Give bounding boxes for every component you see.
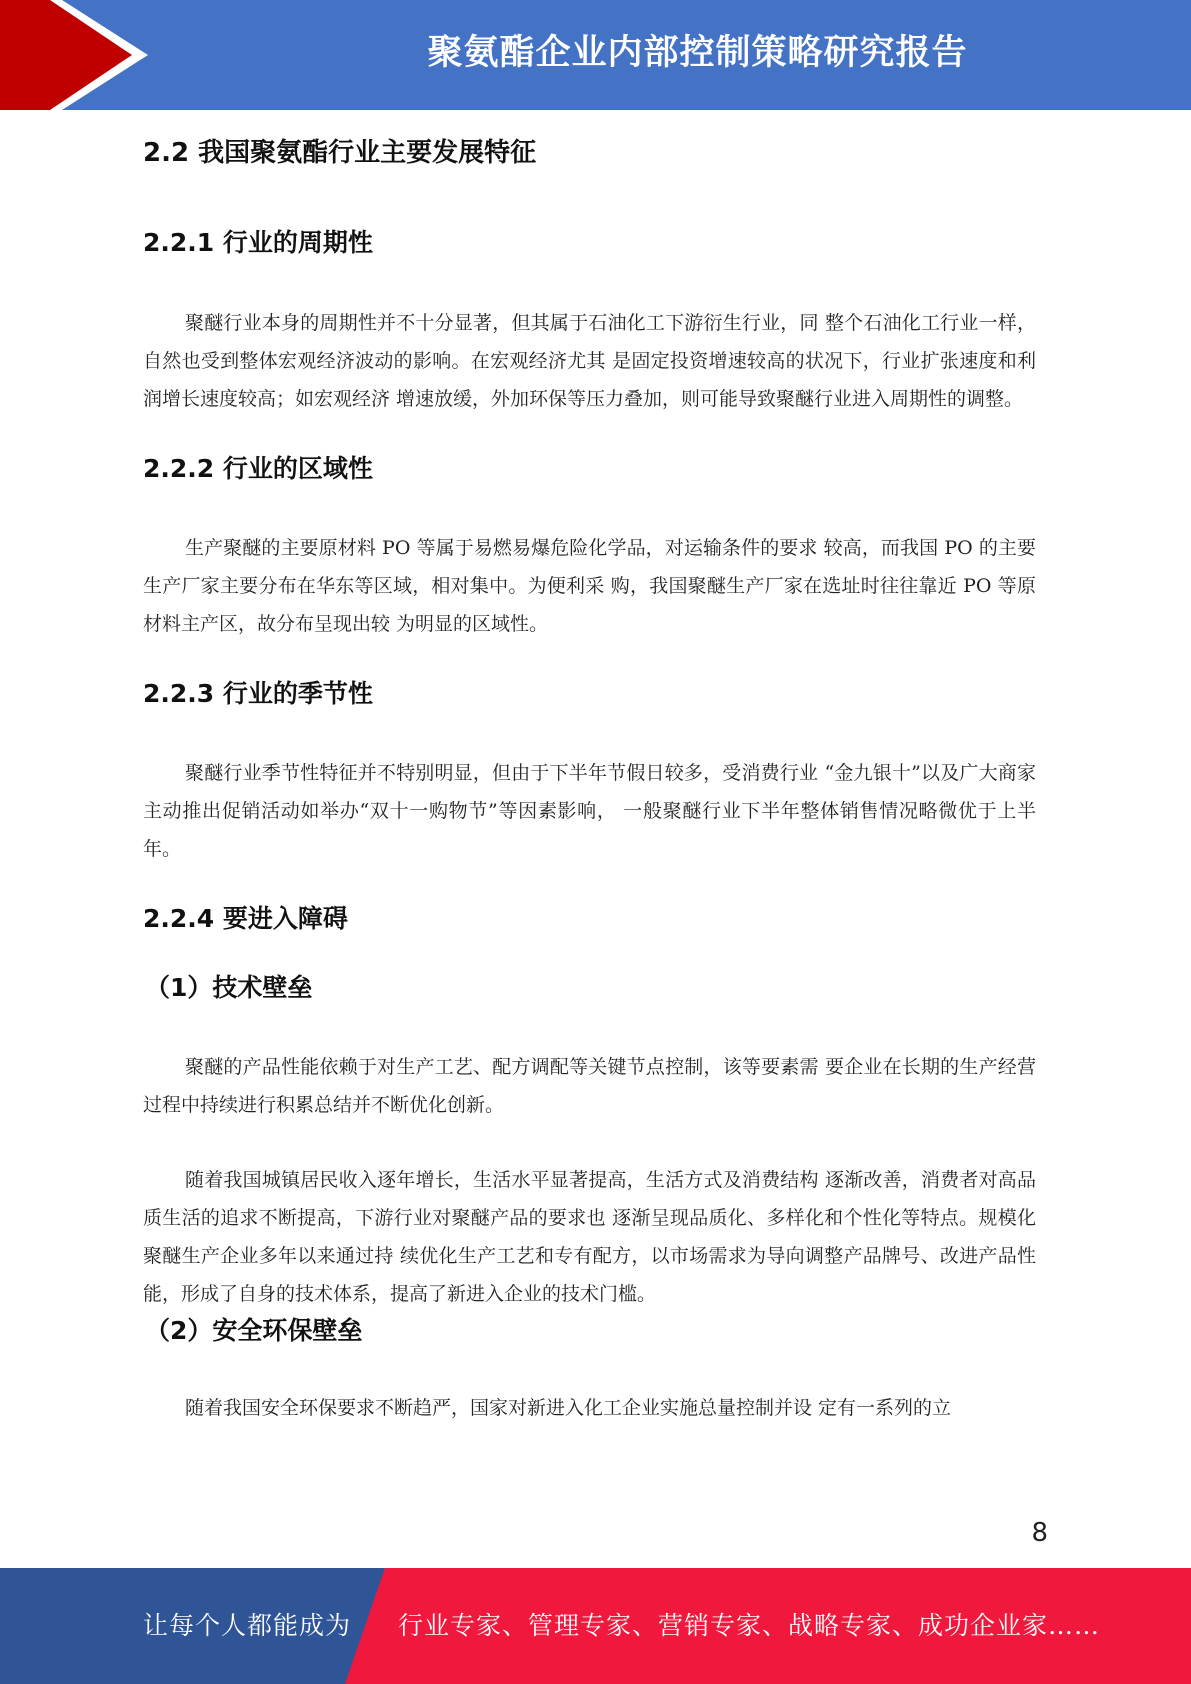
section-heading-2-2-3: 2.2.3 行业的季节性 <box>143 679 373 708</box>
section-heading-2-2-1: 2.2.1 行业的周期性 <box>143 228 373 257</box>
subheading-technical-barrier: （1）技术壁垒 <box>145 973 313 1002</box>
page-header <box>0 0 1191 110</box>
page-footer <box>0 1568 1191 1684</box>
subheading-safety-environment-barrier: （2）安全环保壁垒 <box>145 1316 363 1345</box>
paragraph-cyclicality: 聚醚行业本身的周期性并不十分显著，但其属于石油化工下游衍生行业，同 整个石油化工行业一样，自然也受到整体宏观经济波动的影响。在宏观经济尤其 是固定投资增速较高的状况下，行业扩张速度和利润增长速度较高；如宏观经济 增速放缓，外加环保等压力叠加，则可能导致聚醚行业进入周期性的调整。 <box>143 312 1036 410</box>
page-number: 8 <box>1031 1518 1048 1548</box>
section-heading-2-2-4: 2.2.4 要进入障碍 <box>143 904 348 933</box>
paragraph-safety-environment: 随着我国安全环保要求不断趋严，国家对新进入化工企业实施总量控制并设 定有一系列的立 <box>185 1397 952 1419</box>
header-arrow-decoration <box>0 0 150 110</box>
footer-slogan-left: 让每个人都能成为 <box>143 1611 352 1640</box>
section-heading-2-2: 2.2 我国聚氨酯行业主要发展特征 <box>143 138 537 168</box>
paragraph-technical-barrier-1: 聚醚的产品性能依赖于对生产工艺、配方调配等关键节点控制，该等要素需 要企业在长期的生产经营过程中持续进行积累总结并不断优化创新。 <box>143 1056 1036 1116</box>
document-body <box>143 110 1036 1427</box>
paragraph-technical-barrier-2: 随着我国城镇居民收入逐年增长，生活水平显著提高，生活方式及消费结构 逐渐改善，消费者对高品质生活的追求不断提高，下游行业对聚醚产品的要求也 逐渐呈现品质化、多样化和个性化等特点。规模化聚醚生产企业多年以来通过持 续优化生产工艺和专有配方，以市场需求为导向调整产品牌号、改进产品性能，形成了自身的技术体系，提高了新进入企业的技术门槛。 <box>143 1169 1036 1305</box>
footer-slogan-right: 行业专家、管理专家、营销专家、战略专家、成功企业家…… <box>398 1611 1101 1640</box>
paragraph-seasonality: 聚醚行业季节性特征并不特别明显，但由于下半年节假日较多，受消费行业 “金九银十”以及广大商家主动推出促销活动如举办“双十一购物节”等因素影响， 一般聚醚行业下半年整体销售情况略微优于上半年。 <box>143 762 1036 860</box>
report-title: 聚氨酯企业内部控制策略研究报告 <box>427 33 968 73</box>
section-heading-2-2-2: 2.2.2 行业的区域性 <box>143 454 373 483</box>
paragraph-regionality: 生产聚醚的主要原材料 PO 等属于易燃易爆危险化学品，对运输条件的要求 较高，而我国 PO 的主要生产厂家主要分布在华东等区域，相对集中。为便利采 购，我国聚醚生产厂家在选址时往往靠近 PO 等原材料主产区，故分布呈现出较 为明显的区域性。 <box>143 537 1036 635</box>
